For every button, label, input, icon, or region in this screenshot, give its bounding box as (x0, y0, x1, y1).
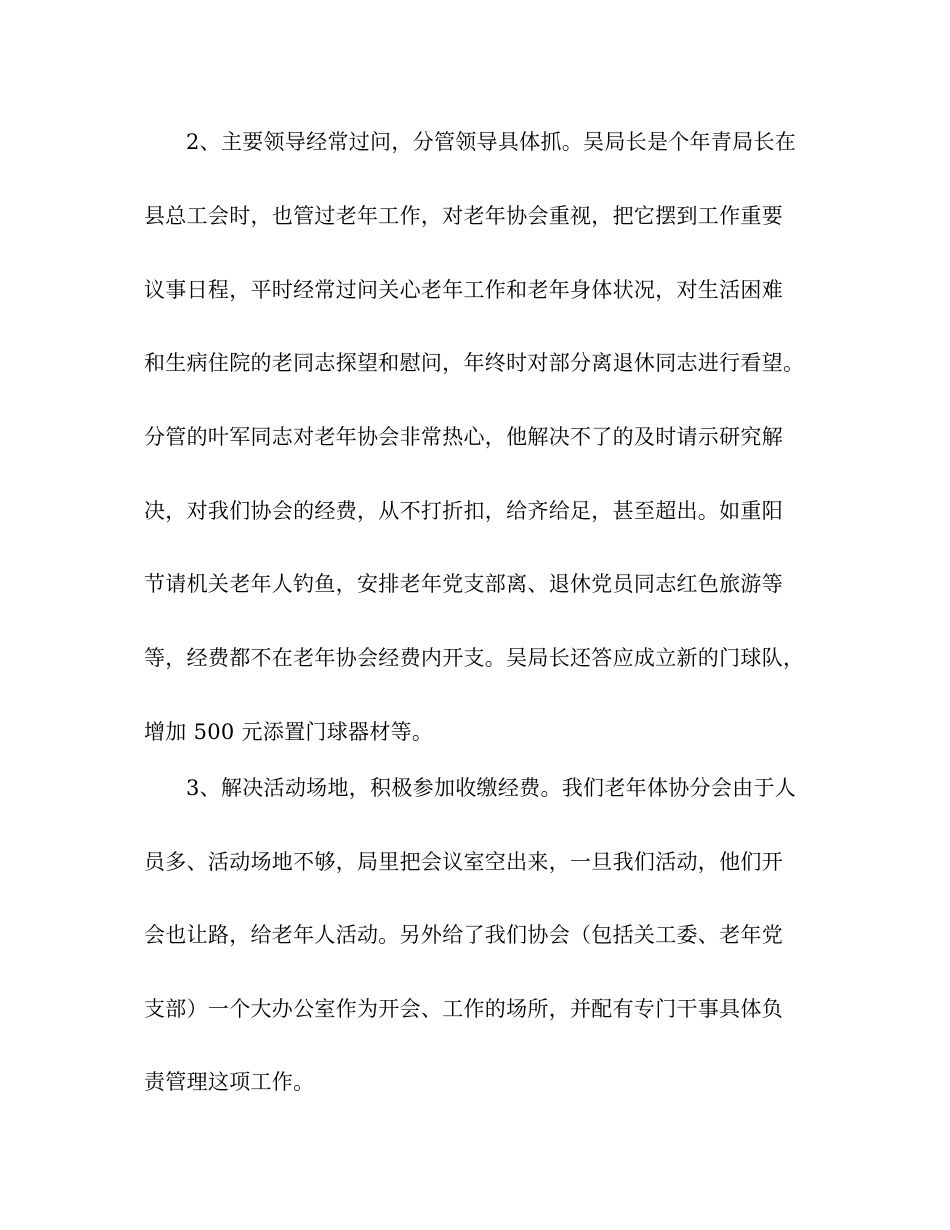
paragraph-2-line-2: 县总工会时，也管过老年工作，对老年协会重视，把它摆到工作重要 (144, 204, 783, 228)
paragraph-3-line-5: 责管理这项工作。 (144, 1070, 315, 1094)
paragraph-2-line-1: 2、主要领导经常过问，分管领导具体抓。吴局长是个年青局长在 (186, 130, 797, 154)
paragraph-3-line-3: 会也让路，给老年人活动。另外给了我们协会（包括关工委、老年党 (144, 923, 783, 947)
paragraph-2-line-4: 和生病住院的老同志探望和慰问，年终时对部分离退休同志进行看望。 (144, 351, 805, 375)
paragraph-3-line-4: 支部）一个大办公室作为开会、工作的场所，并配有专门干事具体负 (144, 997, 783, 1021)
paragraph-3-line-1: 3、解决活动场地，积极参加收缴经费。我们老年体协分会由于人 (186, 776, 797, 800)
paragraph-2-line-5: 分管的叶军同志对老年协会非常热心，他解决不了的及时请示研究解 (144, 425, 783, 449)
paragraph-2-line-3: 议事日程，平时经常过问关心老年工作和老年身体状况，对生活困难 (144, 278, 783, 302)
paragraph-2-line-9: 增加 500 元添置门球器材等。 (144, 720, 434, 744)
paragraph-2-line-8: 等，经费都不在老年协会经费内开支。吴局长还答应成立新的门球队， (144, 646, 805, 670)
paragraph-2-line-6: 决，对我们协会的经费，从不打折扣，给齐给足，甚至超出。如重阳 (144, 499, 783, 523)
paragraph-2-line-7: 节请机关老年人钓鱼，安排老年党支部离、退休党员同志红色旅游等 (144, 572, 783, 596)
paragraph-3-line-2: 员多、活动场地不够，局里把会议室空出来，一旦我们活动，他们开 (144, 850, 783, 874)
